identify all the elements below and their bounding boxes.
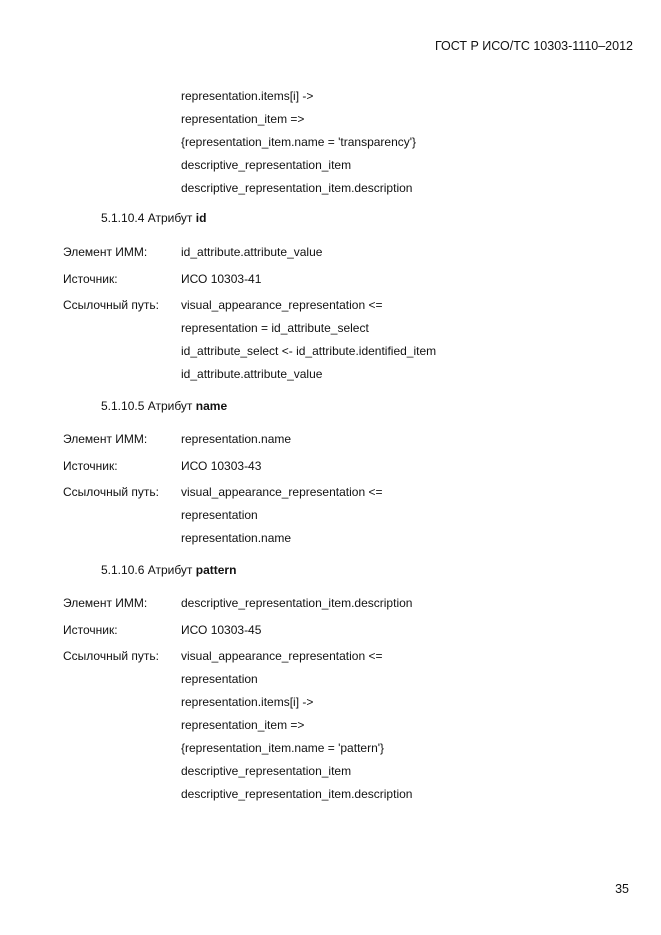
section-heading-pattern <box>101 563 236 577</box>
section-heading-prefix: 5.1.10.6 Атрибут <box>101 563 196 577</box>
section-heading-prefix: 5.1.10.5 Атрибут <box>101 399 196 413</box>
source-value: ИСО 10303-41 <box>181 272 262 286</box>
path-line: representation.items[i] -> <box>181 695 314 709</box>
element-value: descriptive_representation_item.description <box>181 596 413 610</box>
source-label: Источник: <box>63 623 118 637</box>
element-value: representation.name <box>181 432 292 446</box>
path-line: visual_appearance_representation <= <box>181 298 383 312</box>
path-line: descriptive_representation_item <box>181 764 352 778</box>
section-heading-prefix: 5.1.10.4 Атрибут <box>101 211 196 225</box>
path-label: Ссылочный путь: <box>63 298 159 312</box>
path-label: Ссылочный путь: <box>63 485 159 499</box>
page-number: 35 <box>615 882 629 896</box>
path-line: representation.name <box>181 531 292 545</box>
path-line: {representation_item.name = 'pattern'} <box>181 741 385 755</box>
section-heading-name <box>101 399 227 413</box>
element-label: Элемент ИММ: <box>63 432 148 446</box>
path-line: id_attribute_select <- id_attribute.identified_item <box>181 344 437 358</box>
source-value: ИСО 10303-43 <box>181 459 262 473</box>
element-label: Элемент ИММ: <box>63 596 148 610</box>
path-line: descriptive_representation_item.description <box>181 787 413 801</box>
path-line: descriptive_representation_item <box>181 158 352 172</box>
path-line: representation_item => <box>181 718 305 732</box>
path-line: descriptive_representation_item.description <box>181 181 413 195</box>
path-line: id_attribute.attribute_value <box>181 367 323 381</box>
element-value: id_attribute.attribute_value <box>181 245 323 259</box>
path-line: representation = id_attribute_select <box>181 321 369 335</box>
section-heading-attribute: id <box>195 211 207 225</box>
path-line: representation <box>181 508 258 522</box>
path-line: visual_appearance_representation <= <box>181 485 383 499</box>
section-heading-id <box>101 211 206 225</box>
path-line: {representation_item.name = 'transparency'} <box>181 135 417 149</box>
source-label: Источник: <box>63 459 118 473</box>
path-line: representation_item => <box>181 112 305 126</box>
path-line: representation <box>181 672 258 686</box>
path-line: visual_appearance_representation <= <box>181 649 383 663</box>
section-heading-attribute: name <box>195 399 228 413</box>
section-heading-attribute: pattern <box>195 563 237 577</box>
source-label: Источник: <box>63 272 118 286</box>
path-line: representation.items[i] -> <box>181 89 314 103</box>
path-label: Ссылочный путь: <box>63 649 159 663</box>
element-label: Элемент ИММ: <box>63 245 148 259</box>
source-value: ИСО 10303-45 <box>181 623 262 637</box>
page-header: ГОСТ Р ИСО/ТС 10303-1110–2012 <box>434 39 633 53</box>
